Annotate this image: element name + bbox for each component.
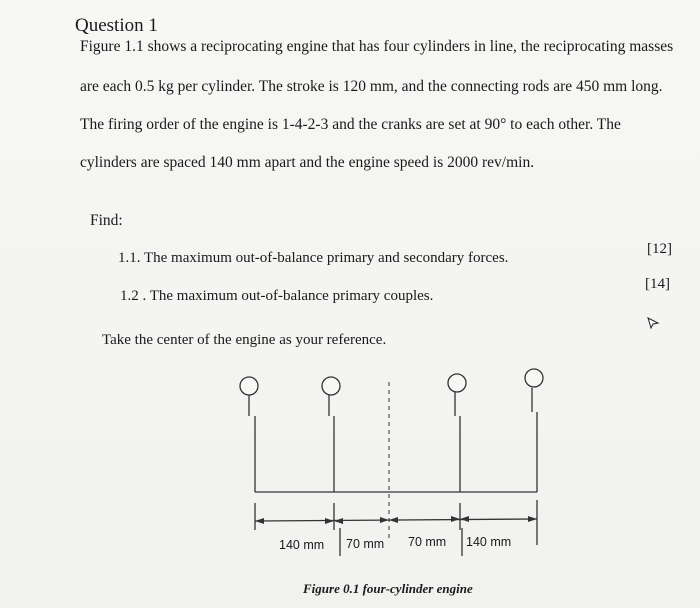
- question-item-1-marks: [12]: [647, 241, 672, 257]
- piston-4: [525, 369, 543, 387]
- dimension-arrows: [255, 516, 537, 524]
- question-item-2: 1.2 . The maximum out-of-balance primary couples.: [120, 288, 434, 304]
- question-title: Question 1: [75, 15, 158, 36]
- piston-3: [448, 374, 466, 392]
- paragraph-line-2: are each 0.5 kg per cylinder. The stroke is 120 mm, and the connecting rods are 450 mm long.: [80, 78, 663, 95]
- dimension-label-1: 140 mm: [279, 538, 325, 552]
- question-item-2-marks: [14]: [645, 276, 670, 292]
- find-label: Find:: [90, 212, 123, 229]
- dimension-label-2: 70 mm: [346, 537, 385, 551]
- paragraph-line-3: The firing order of the engine is 1-4-2-3 and the cranks are set at 90° to each other. The: [80, 116, 621, 133]
- dimension-label-4: 140 mm: [466, 535, 512, 549]
- figure-caption: Figure 0.1 four-cylinder engine: [303, 581, 473, 596]
- reference-note: Take the center of the engine as your reference.: [102, 332, 387, 348]
- dimension-label-3: 70 mm: [408, 535, 447, 549]
- paragraph-line-4: cylinders are spaced 140 mm apart and the engine speed is 2000 rev/min.: [80, 154, 535, 171]
- question-item-1: 1.1. The maximum out-of-balance primary and secondary forces.: [118, 250, 509, 266]
- piston-2: [322, 377, 340, 395]
- paragraph-line-1: Figure 1.1 shows a reciprocating engine that has four cylinders in line, the reciprocating masses: [80, 38, 674, 55]
- piston-1: [240, 377, 258, 395]
